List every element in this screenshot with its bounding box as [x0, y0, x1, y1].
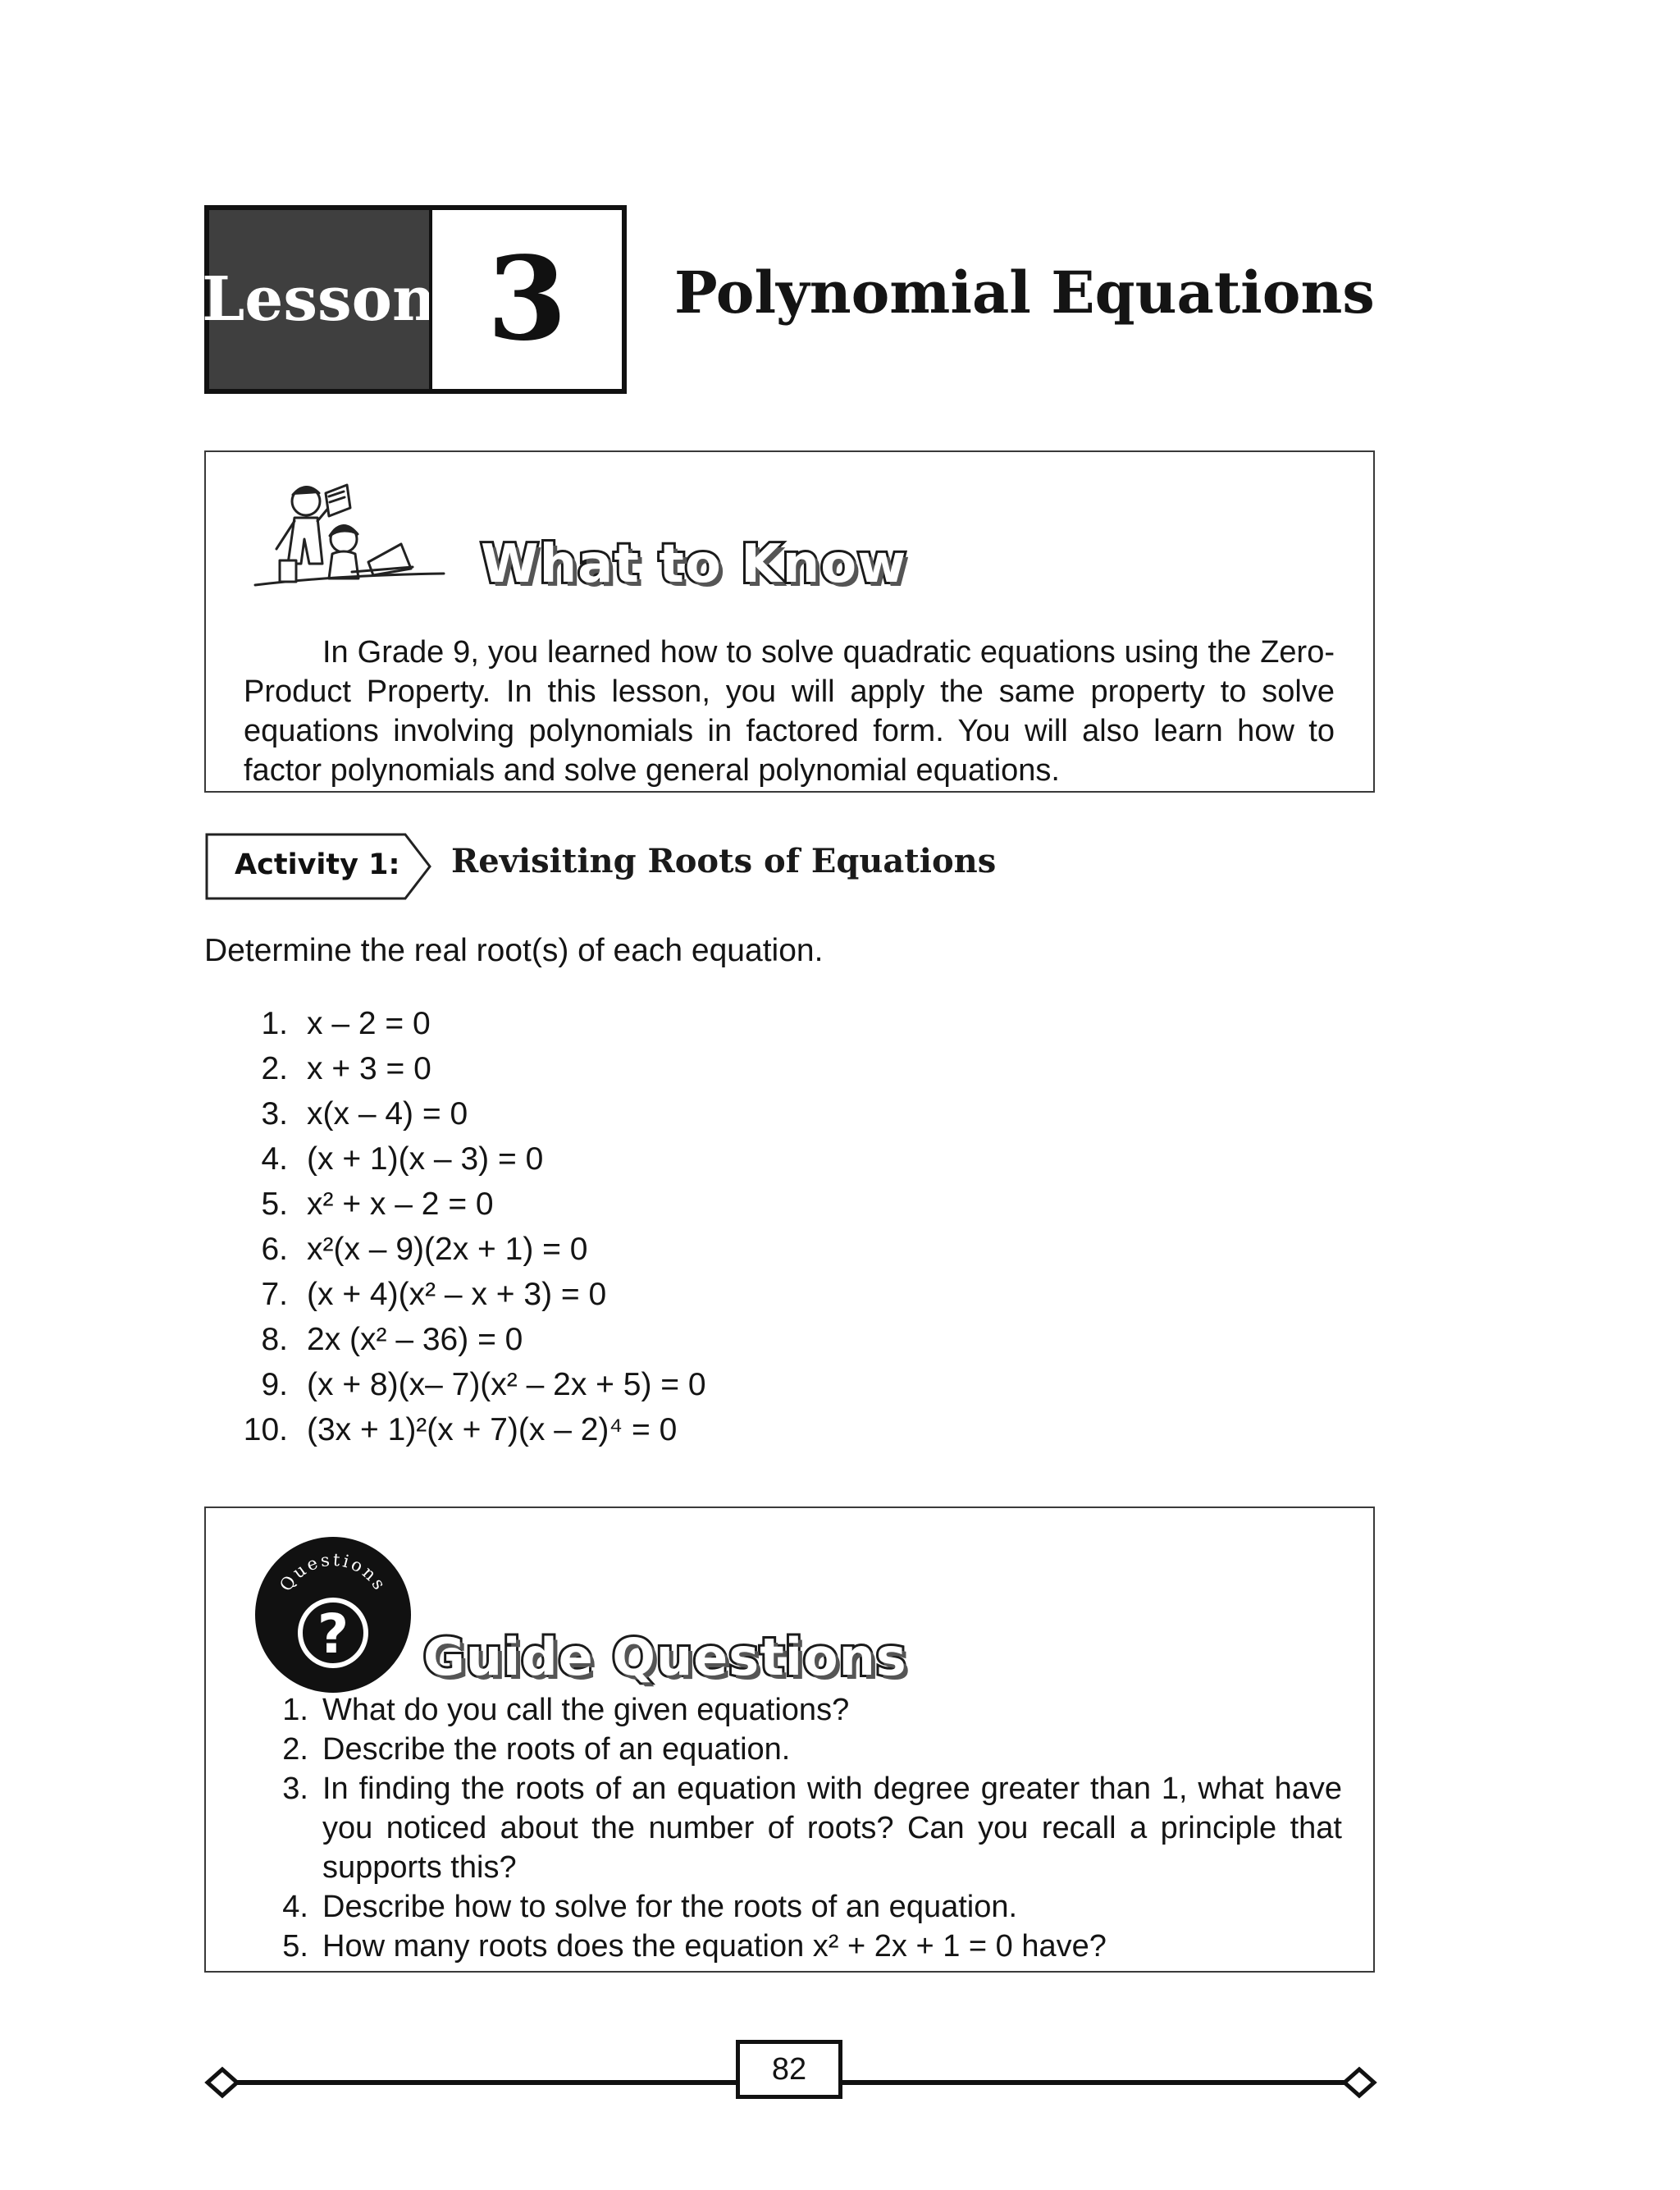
lesson-word: Lesson — [209, 210, 429, 389]
equation-item: 3. x(x – 4) = 0 — [261, 1096, 468, 1132]
guide-questions-box — [204, 1506, 1375, 1973]
guide-question-item: 2. Describe the roots of an equation. — [282, 1732, 791, 1767]
guide-question-5: How many roots does the equation x² + 2x + 1 = 0 have? — [322, 1929, 1107, 1964]
equation-item: 1. x – 2 = 0 — [261, 1006, 431, 1041]
equation-1: x – 2 = 0 — [307, 1006, 431, 1041]
equation-list — [204, 1001, 706, 1452]
activity-instruction: Determine the real root(s) of each equation. — [204, 933, 824, 968]
guide-question-item: 1. What do you call the given equations? — [282, 1693, 850, 1727]
equation-item: 10. (3x + 1)²(x + 7)(x – 2)⁴ = 0 — [243, 1412, 678, 1447]
question-mark-icon: ? — [317, 1602, 349, 1666]
activity-title: Revisiting Roots of Equations — [451, 842, 997, 880]
equation-4: (x + 1)(x – 3) = 0 — [307, 1141, 544, 1177]
questions-badge-text: Questions — [276, 1549, 391, 1595]
guide-question-2: Describe the roots of an equation. — [322, 1732, 791, 1767]
equation-10: (3x + 1)²(x + 7)(x – 2)⁴ = 0 — [307, 1412, 678, 1447]
guide-question-1: What do you call the given equations? — [322, 1693, 850, 1727]
guide-question-item: 3. In finding the roots of an equation with degree greater than 1, what have you noticed about the number of roots? Can you recall a principle that supports this? — [282, 1772, 1342, 1885]
lesson-title: Polynomial Equations — [674, 258, 1375, 327]
guide-questions-heading: Guide Questions — [423, 1627, 907, 1687]
lesson-number: 3 — [429, 210, 622, 389]
equation-8: 2x (x² – 36) = 0 — [307, 1322, 523, 1357]
equation-item: 6. x²(x – 9)(2x + 1) = 0 — [261, 1232, 588, 1267]
guide-question-list — [247, 1690, 1551, 1966]
equation-item: 5. x² + x – 2 = 0 — [261, 1186, 494, 1222]
what-to-know-heading: What to Know — [481, 534, 907, 595]
guide-question-4: Describe how to solve for the roots of an equation. — [322, 1890, 1018, 1924]
equation-5: x² + x – 2 = 0 — [307, 1186, 494, 1222]
left-diamond-icon — [208, 2069, 237, 2096]
students-illustration — [247, 475, 460, 598]
guide-question-item: 5. How many roots does the equation x² + 2x + 1 = 0 have? — [282, 1929, 1107, 1964]
activity-label: Activity 1: — [235, 848, 400, 881]
activity-tag — [204, 832, 434, 905]
equation-3: x(x – 4) = 0 — [307, 1096, 468, 1132]
guide-question-item: 4. Describe how to solve for the roots of an equation. — [282, 1890, 1018, 1924]
equation-7: (x + 4)(x² – x + 3) = 0 — [307, 1277, 607, 1312]
equation-item: 2. x + 3 = 0 — [261, 1051, 431, 1086]
what-to-know-box — [204, 450, 1375, 793]
page-number: 82 — [736, 2040, 842, 2099]
equation-item: 4. (x + 1)(x – 3) = 0 — [261, 1141, 544, 1177]
guide-question-3: In finding the roots of an equation with degree greater than 1, what have you noticed about the number of roots? Can you recall a principle that supports this? — [322, 1772, 1342, 1885]
equation-item: 7. (x + 4)(x² – x + 3) = 0 — [261, 1277, 607, 1312]
what-to-know-paragraph: In Grade 9, you learned how to solve quadratic equations using the Zero-Product Property. In this lesson, you will apply the same property to solve equations involving polynomials in factored form. You will also learn how to factor polynomials and solve general polynomial equations. — [244, 635, 1335, 788]
equation-item: 9. (x + 8)(x– 7)(x² – 2x + 5) = 0 — [261, 1367, 706, 1402]
questions-badge-icon — [251, 1533, 415, 1697]
equation-2: x + 3 = 0 — [307, 1051, 431, 1086]
equation-item: 8. 2x (x² – 36) = 0 — [261, 1322, 523, 1357]
lesson-badge — [204, 205, 627, 394]
equation-6: x²(x – 9)(2x + 1) = 0 — [307, 1232, 588, 1267]
right-diamond-icon — [1344, 2069, 1374, 2096]
equation-9: (x + 8)(x– 7)(x² – 2x + 5) = 0 — [307, 1367, 706, 1402]
